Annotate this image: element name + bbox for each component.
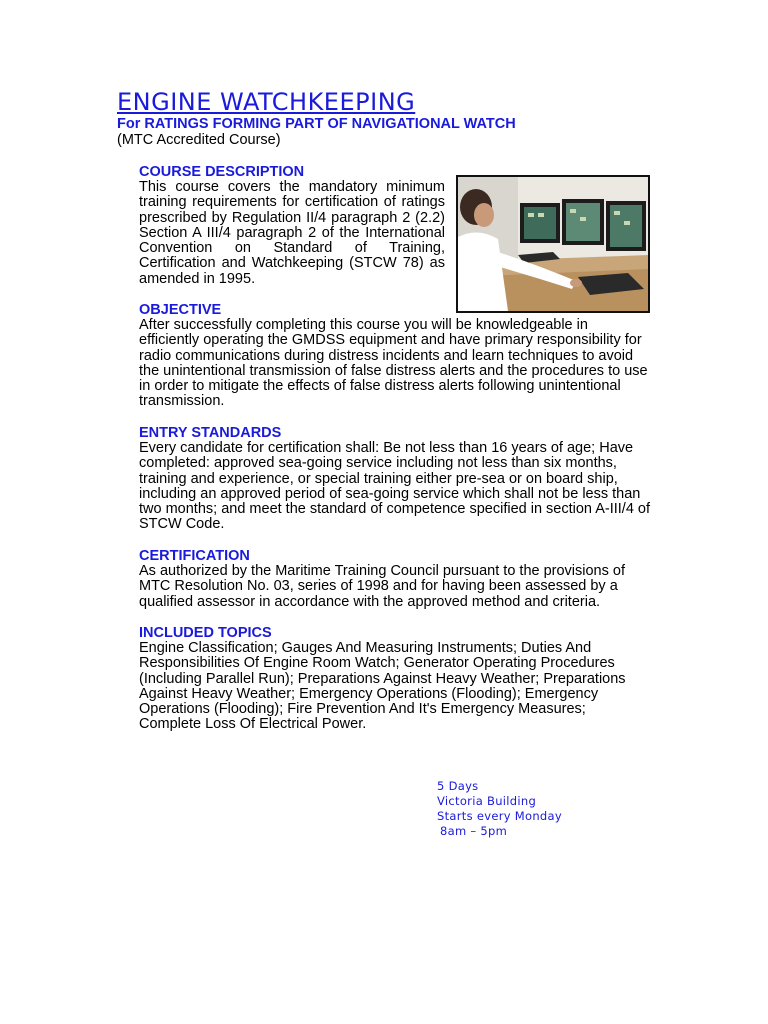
certification-body: As authorized by the Maritime Training Council pursuant to the provisions of MTC Resolution No. 03, series of 1998 and for having been assessed by a qualified assessor in accordance with the approved method and criteria. xyxy=(139,563,625,610)
entry-standards-heading: ENTRY STANDARDS xyxy=(139,425,282,441)
schedule-time: 8am – 5pm xyxy=(440,824,508,838)
duration-value: 5 Days xyxy=(437,779,479,793)
page-subtitle: For RATINGS FORMING PART OF NAVIGATIONAL WATCH xyxy=(117,116,516,132)
venue-value: Victoria Building xyxy=(437,794,537,808)
included-topics-section xyxy=(139,625,651,733)
training-room-photo xyxy=(456,175,650,313)
schedule-value: Starts every Monday xyxy=(437,809,562,823)
certification-section xyxy=(139,548,659,610)
course-description-heading: COURSE DESCRIPTION xyxy=(139,164,305,180)
entry-standards-section xyxy=(139,425,651,533)
accreditation-note: (MTC Accredited Course) xyxy=(117,132,281,148)
certification-heading: CERTIFICATION xyxy=(139,548,250,564)
included-topics-body: Engine Classification; Gauges And Measuring Instruments; Duties And Responsibilities Of Engine Room Watch; Generator Operating Procedures (Including Parallel Run); Preparations Against Heavy Weather; Preparations Against Heavy Weather; Emergency Operations (Flooding); Emergency Operations (Flooding); Fire Prevention And It's Emergency Measures; Complete Loss Of Electrical Power. xyxy=(139,640,626,733)
objective-heading: OBJECTIVE xyxy=(139,302,222,318)
entry-standards-body: Every candidate for certification shall: Be not less than 16 years of age; Have completed: approved sea-going service including not less than six months, training and experience, or special training either pre-sea or on board ship, including an approved period of sea-going service which shall not be less than two months; and meet the standard of competence specified in section A-III/4 of STCW Code. xyxy=(139,440,651,533)
training-room-illustration xyxy=(458,177,648,311)
objective-body: After successfully completing this course you will be knowledgeable in efficiently operating the GMDSS equipment and have primary responsibility for radio communications during distress incidents and learn techniques to avoid the unintentional transmission of false distress alerts and the procedures to use in order to mitigate the effects of false distress alerts following unintentional transmission. xyxy=(139,317,648,410)
objective-section xyxy=(139,302,651,410)
course-description-section xyxy=(139,164,445,287)
included-topics-heading: INCLUDED TOPICS xyxy=(139,625,272,641)
page-title: ENGINE WATCHKEEPING xyxy=(117,88,416,116)
course-description-body: This course covers the mandatory minimum training requirements for certification of ratings prescribed by Regulation II/4 paragraph 2 (2.2) Section A III/4 paragraph 2 of the International Convention on Standard of Training, Certification and Watchkeeping (STCW 78) as amended in 1995. xyxy=(139,179,445,287)
